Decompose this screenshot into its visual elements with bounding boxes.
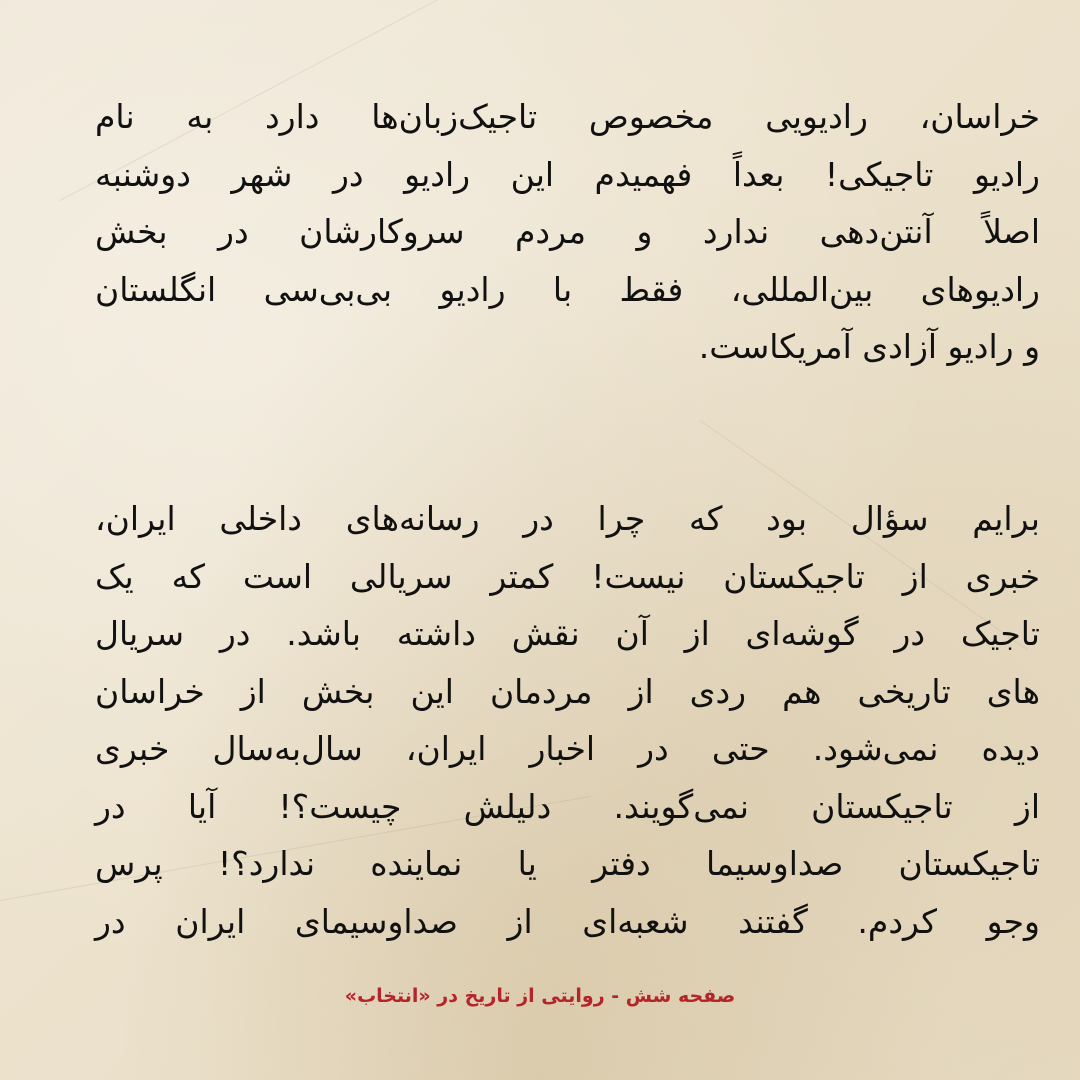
text-line: برایم سؤال بود که چرا در رسانه‌های داخلی ایران، xyxy=(95,499,1040,538)
paragraph-2 xyxy=(95,490,1040,950)
text-line: و رادیو آزادی آمریکاست. xyxy=(698,327,1040,366)
text-line: رادیوهای بین‌المللی، فقط با رادیو بی‌بی‌سی انگلستان xyxy=(95,269,1040,309)
text-line: رادیو تاجیکی! بعداً فهمیدم این رادیو در شهر دوشنبه xyxy=(95,154,1040,194)
paragraph-1 xyxy=(95,88,1040,376)
text-line: خبری از تاجیکستان نیست! کمتر سریالی است که یک xyxy=(95,556,1040,596)
text-line: دیده نمی‌شود. حتی در اخبار ایران، سال‌به‌سال خبری xyxy=(95,729,1040,768)
page-footer: صفحه شش - روایتی از تاریخ در «انتخاب» xyxy=(344,985,736,1007)
text-line: تاجیک در گوشه‌ای از آن نقش داشته باشد. در سریال xyxy=(95,614,1040,653)
text-line: تاجیکستان صداوسیما دفتر یا نماینده ندارد؟! پرس xyxy=(95,844,1040,883)
text-line: از تاجیکستان نمی‌گویند. دلیلش چیست؟! آیا در xyxy=(95,786,1040,826)
text-line: های تاریخی هم ردی از مردمان این بخش از خراسان xyxy=(95,671,1040,711)
text-line: اصلاً آنتن‌دهی ندارد و مردم سروکارشان در بخش xyxy=(95,212,1040,251)
text-line: خراسان، رادیویی مخصوص تاجیک‌زبان‌ها دارد به نام xyxy=(95,97,1040,136)
text-line: وجو کردم. گفتند شعبه‌ای از صداوسیمای ایران در xyxy=(95,901,1040,941)
